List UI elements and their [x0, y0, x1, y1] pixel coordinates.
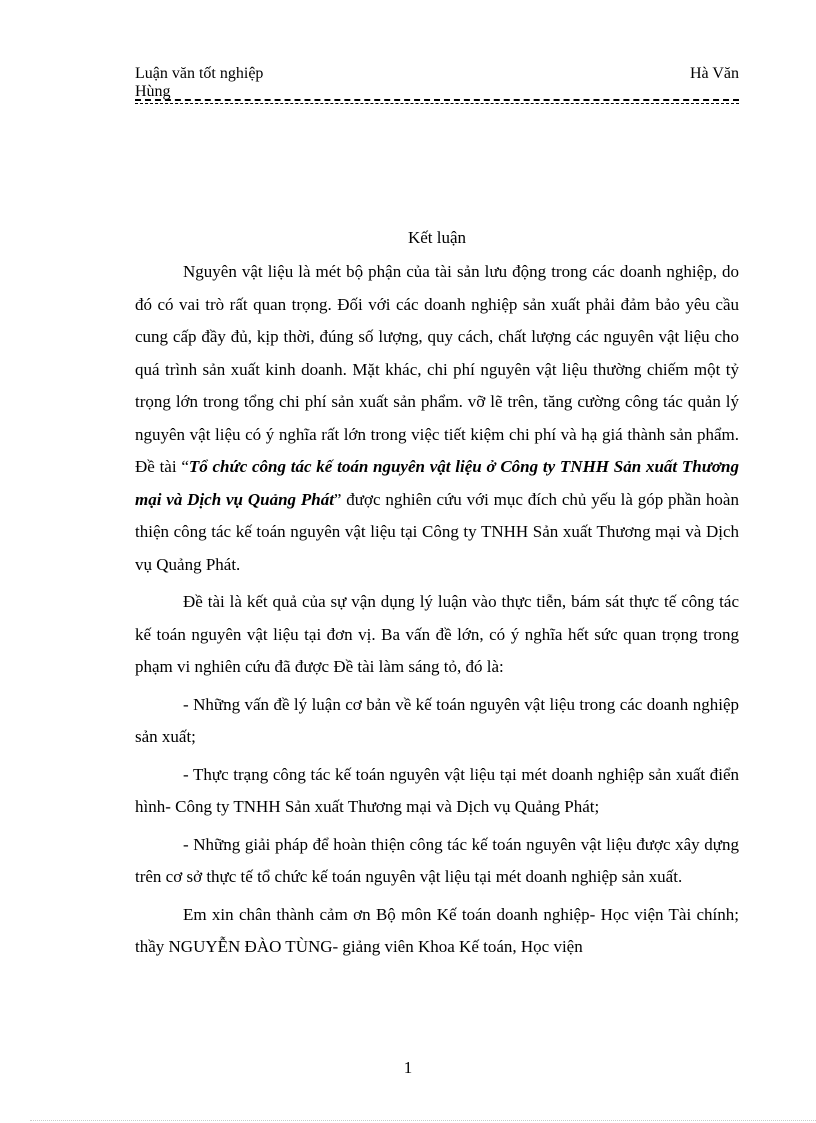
header-divider: [135, 99, 739, 101]
header-divider-secondary: [135, 103, 739, 104]
paragraph-1-tail: ” được nghiên cứu với mục đích chủ yếu là góp phần hoàn thiện công tác kế toán nguyên vật liệu tại Công ty TNHH Sản xuất Thương mại và Dịch vụ Quảng Phát.: [135, 489, 739, 574]
thesis-topic-title: Tổ chức công tác kế toán nguyên vật liệu ở Công ty TNHH Sản xuất Thương mại và Dịch vụ Quảng Phát: [135, 457, 739, 509]
list-item-theory: - Những vấn đề lý luận cơ bản về kế toán nguyên vật liệu trong các doanh nghiệp sản xuất;: [135, 694, 739, 746]
paragraph-1: [135, 256, 739, 581]
header-author-name: Hà Văn: [689, 65, 739, 82]
paragraph-acknowledgement: Em xin chân thành cảm ơn Bộ môn Kế toán doanh nghiệp- Học viện Tài chính; thầy NGUYỄN ĐÀO TÙNG- giảng viên Khoa Kế toán, Học viện: [135, 904, 739, 956]
header-author-name-wrap: Hùng: [135, 83, 171, 100]
page-title: Kết luận: [407, 228, 467, 247]
list-item-current-state: - Thực trạng công tác kế toán nguyên vật liệu tại mét doanh nghiệp sản xuất điển hình- Công ty TNHH Sản xuất Thương mại và Dịch vụ Quảng Phát;: [135, 764, 739, 816]
paragraph-2: Đề tài là kết quả của sự vận dụng lý luận vào thực tiễn, bám sát thực tế công tác kế toán nguyên vật liệu tại đơn vị. Ba vấn đề lớn, có ý nghĩa hết sức quan trọng trong phạm vi nghiên cứu đã được Đề tài làm sáng tỏ, đó là:: [135, 592, 739, 676]
page-number: 1: [403, 1058, 413, 1077]
list-item-solutions: - Những giải pháp để hoàn thiện công tác kế toán nguyên vật liệu được xây dựng trên cơ sở thực tế tổ chức kế toán nguyên vật liệu tại mét doanh nghiệp sản xuất.: [135, 834, 739, 886]
header-thesis-label: Luận văn tốt nghiệp: [135, 65, 264, 82]
document-body: [135, 226, 739, 969]
page-bottom-border: [30, 1120, 816, 1121]
paragraph-1-text: Nguyên vật liệu là mét bộ phận của tài sản lưu động trong các doanh nghiệp, do đó có vai trò rất quan trọng. Đối với các doanh nghiệp sản xuất phải đảm bảo yêu cầu cung cấp đầy đủ, kịp thời, đúng số lượng, quy cách, chất lượng các nguyên vật liệu cho quá trình sản xuất kinh doanh. Mặt khác, chi phí nguyên vật liệu thường chiếm một tỷ trọng lớn trong tổng chi phí sản xuất sản phẩm. vỡ lẽ trên, tăng cường công tác quản lý nguyên vật liệu có ý nghĩa rất lớn trong việc tiết kiệm chi phí và hạ giá thành sản phẩm. Đề tài “: [135, 262, 739, 476]
